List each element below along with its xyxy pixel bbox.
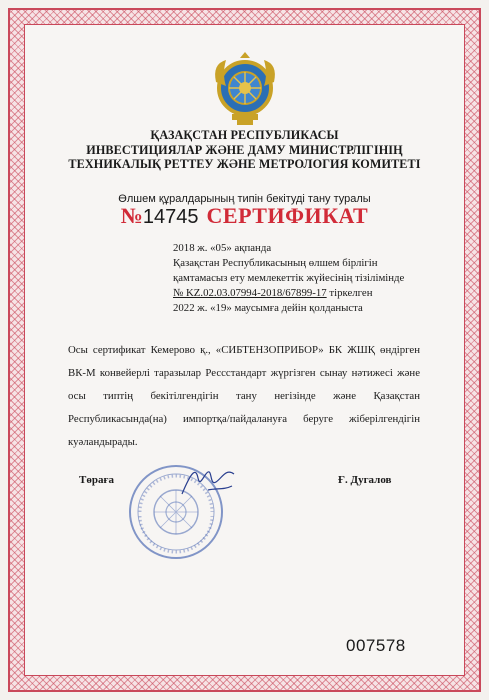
validity-line: 2022 ж. «19» маусымға дейін қолданыста	[173, 302, 363, 314]
handwritten-signature-icon	[178, 464, 240, 502]
registration-date: 2018 ж. «05» ақпанда	[173, 242, 272, 254]
state-emblem-icon	[210, 52, 280, 128]
number-sign: №	[120, 203, 143, 228]
certificate-number-digits: 14745	[142, 206, 199, 228]
chairman-label: Төраға	[79, 474, 114, 486]
registration-block	[173, 241, 463, 316]
certificate-body-text: Осы сертификат Кемерово қ., «СИБТЕНЗОПРИБОР» БК ЖШҚ өндірген ВК-М конвейерлі таразылар Рессстандарт жүргізген сынау нәтижесі және осы типтің бекітілгендігін тану негізінде және Қазақстан Республикасында(на) импортқа/пайдалануға беруге жіберілгендігін куәландырады.	[68, 344, 420, 448]
registration-line-3: қамтамасыз ету мемлекеттік жүйесінің тізілімінде	[173, 272, 405, 284]
registration-number: № KZ.02.03.07994-2018/67899-17	[173, 287, 327, 299]
registration-line-2: Қазақстан Республикасының өлшем бірлігін	[173, 257, 378, 269]
header-line-1: ҚАЗАҚСТАН РЕСПУБЛИКАСЫ	[150, 128, 339, 142]
certificate-title-row	[30, 203, 459, 229]
certificate-title: СЕРТИФИКАТ	[206, 203, 369, 228]
registration-suffix: тіркелген	[326, 287, 373, 299]
certificate-subtitle: Өлшем құралдарының типін бекітуді тану туралы	[118, 193, 371, 205]
header-line-3: ТЕХНИКАЛЫҚ РЕТТЕУ ЖӘНЕ МЕТРОЛОГИЯ КОМИТЕТІ	[68, 157, 421, 171]
serial-number: 007578	[346, 636, 406, 655]
registration-number-row	[173, 286, 463, 301]
header-line-2: ИНВЕСТИЦИЯЛАР ЖӘНЕ ДАМУ МИНИСТРЛІГІНІҢ	[86, 142, 403, 157]
signatory-name: Ғ. Дугалов	[338, 474, 392, 486]
certificate-number	[120, 203, 199, 228]
